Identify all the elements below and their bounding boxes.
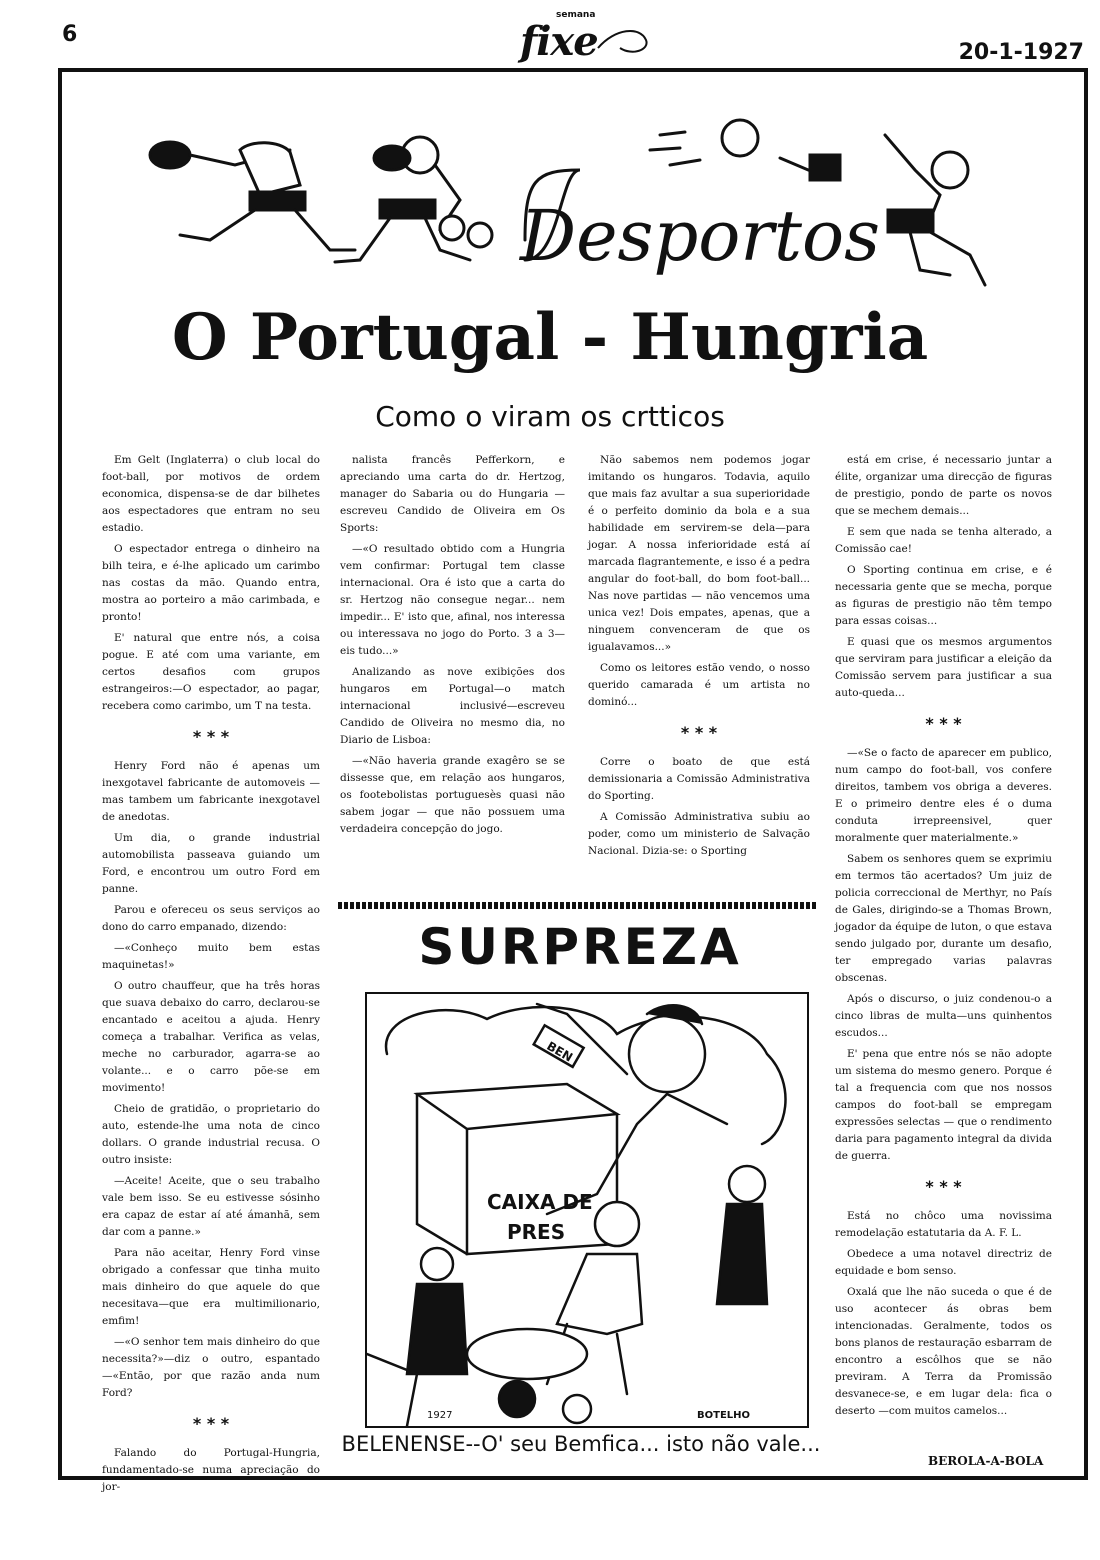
masthead bbox=[520, 8, 660, 65]
box-text-1: CAIXA DE bbox=[487, 1190, 593, 1214]
article-paragraph: nalista francês Pefferkorn, e apreciando uma carta do dr. Hertzog, manager do Sabaria ou do Hungaria —escreveu Candido de Oliveira em Os Sports: bbox=[340, 454, 565, 534]
article-paragraph: O Sporting continua em crise, e é necessaria gente que se mecha, porque as figuras de prestigio não têm tempo para essas coisas... bbox=[835, 564, 1052, 627]
article-paragraph: Está no chôco uma novissima remodelação estatutaria da A. F. L. bbox=[835, 1210, 1052, 1239]
column-4 bbox=[835, 452, 1052, 1424]
cartoon-illustration bbox=[365, 992, 809, 1428]
article-paragraph: Não sabemos nem podemos jogar imitando os hungaros. Todavia, aquilo que mais faz avultar a sua superioridade é o perfeito dominio da bola e a sua habilidade em servirem-se dela—para jogar. A nossa inferioridade está aí marcada flagrantemente, e isso é a pedra angular do foot-ball, do bom foot-ball... Nas nove partidas — não vencemos uma unica vez! Dois empates, apenas, que a ninguem convenceram de que os igualavamos...» bbox=[588, 454, 810, 653]
masthead-logo: fixe bbox=[520, 18, 598, 65]
article-paragraph: —«Conheço muito bem estas maquinetas!» bbox=[102, 942, 320, 971]
column-2 bbox=[340, 452, 565, 842]
article-paragraph: O outro chauffeur, que ha três horas que suava debaixo do carro, declarou-se encantado e aceitou a ajuda. Henry começa a trabalhar. Verifica as velas, meche no carburador, agarra-se ao volante... e o carro põe-se em movimento! bbox=[102, 980, 320, 1094]
article-paragraph: Henry Ford não é apenas um inexgotavel fabricante de automoveis — mas tambem um fabricante inexgotavel de anedotas. bbox=[102, 760, 320, 823]
article-paragraph: está em crise, é necessario juntar a élite, organizar uma direcção de figuras de prestigio, pondo de parte os novos que se mechem demais... bbox=[835, 454, 1052, 517]
article-paragraph: Obedece a uma notavel directriz de equidade e bom senso. bbox=[835, 1248, 1052, 1277]
article-paragraph: Oxalá que lhe não suceda o que é de uso acontecer ás obras bem intencionadas. Geralmente, todos os bons planos de restauração esbarram de encontro a escôlhos que se não previram. A Terra da Promissão desvanece-se, e em lugar dela: fica o deserto —com muitos camelos... bbox=[835, 1286, 1053, 1417]
subheadline: Como o viram os crtticos bbox=[375, 400, 725, 433]
article-paragraph: A Comissão Administrativa subiu ao poder, como um ministerio de Salvação Nacional. Dizia-se: o Sporting bbox=[588, 811, 810, 857]
issue-date: 20-1-1927 bbox=[958, 40, 1084, 65]
article-paragraph: —Aceite! Aceite, que o seu trabalho vale bem isso. Se eu estivesse sósinho era capaz de estar aí até ámanhã, sem dar com a panne.» bbox=[102, 1175, 320, 1238]
article-paragraph: * * * bbox=[925, 1177, 962, 1196]
article-paragraph: E' pena que entre nós se não adopte um sistema do mesmo genero. Porque é tal a frequencia com que nos nossos campos do foot-ball se empregam expressões selectas — que o rendimento daria para pagamento integral da divida de guerra. bbox=[835, 1048, 1052, 1162]
box-text-2: PRES bbox=[507, 1220, 566, 1244]
article-paragraph: O espectador entrega o dinheiro na bilh teira, e é-lhe aplicado um carimbo nas costas da mão. Quando entra, mostra ao porteiro a mão carimbada, e pronto! bbox=[102, 543, 320, 623]
masthead-small: semana bbox=[556, 10, 596, 20]
cartoon-caption: BELENENSE--O' seu Bemfica... isto não vale... bbox=[341, 1432, 821, 1456]
article-paragraph: * * * bbox=[192, 1414, 230, 1433]
article-paragraph: Parou e ofereceu os seus serviços ao dono do carro empanado, dizendo: bbox=[102, 904, 320, 933]
article-paragraph: —«O senhor tem mais dinheiro do que necessita?»—diz o outro, espantado—«Então, por que razão anda num Ford? bbox=[102, 1336, 320, 1399]
article-paragraph: Para não aceitar, Henry Ford vinse obrigado a confessar que tinha muito mais dinheiro do que aquele do que necesitava—que era multimilionario, emfim! bbox=[102, 1247, 320, 1327]
page-number: 6 bbox=[62, 22, 78, 47]
column-1 bbox=[102, 452, 320, 1500]
article-paragraph: Em Gelt (Inglaterra) o club local do foot-ball, por motivos de ordem economica, dispensa-se de dar bilhetes aos espectadores que entram no seu estadio. bbox=[102, 454, 320, 534]
cartoon-year: 1927 bbox=[427, 1410, 453, 1421]
article-paragraph: * * * bbox=[680, 723, 718, 742]
article-paragraph: Após o discurso, o juiz condenou-o a cinco libras de multa—uns quinhentos escudos... bbox=[835, 993, 1052, 1039]
article-paragraph: Um dia, o grande industrial automobilista passeava guiando um Ford, e encontrou um outro Ford em panne. bbox=[102, 832, 320, 895]
article-paragraph: Sabem os senhores quem se exprimiu em termos tão acertados? Um juiz de policia correccional de Merthyr, no País de Gales, dirigindo-se a Thomas Brown, jogador da équipe de luton, o que estava sendo julgado por, durante um desafio, ter empregado varias palavras obscenas. bbox=[835, 853, 1052, 984]
article-paragraph: —«Não haveria grande exagêro se se dissesse que, em relação aos hungaros, os footebolistas portuguesès quasi não sabem jogar — que não possuem uma verdadeira concepção do jogo. bbox=[340, 755, 565, 835]
article-paragraph: E quasi que os mesmos argumentos que serviram para justificar a eleição da Comissão servem para justificar a sua auto-queda... bbox=[835, 636, 1052, 699]
article-paragraph: Falando do Portugal-Hungria, fundamentado-se numa apreciação do jor- bbox=[102, 1447, 320, 1493]
article-paragraph: * * * bbox=[192, 727, 230, 746]
article-paragraph: —«Se o facto de aparecer em publico, num campo do foot-ball, vos confere direitos, tambem vos obriga a deveres. E o primeiro dentre eles é o duma conduta irrepreensivel, quer moralmente quer materialmente.» bbox=[835, 747, 1052, 844]
banner-title: Desportos bbox=[520, 195, 881, 277]
column-signature: BEROLA-A-BOLA bbox=[928, 1454, 1044, 1468]
article-paragraph: Cheio de gratidão, o proprietario do auto, estende-lhe uma nota de cinco dollars. O grande industrial recusa. O outro insiste: bbox=[102, 1103, 320, 1166]
cartoon-artist: BOTELHO bbox=[697, 1410, 751, 1421]
article-paragraph: Analizando as nove exibições dos hungaros em Portugal—o match internacional inclusivé—escreveu Candido de Oliveira no mesmo dia, no Diario de Lisboa: bbox=[340, 666, 565, 746]
article-paragraph: Como os leitores estão vendo, o nosso querido camarada é um artista no dominó... bbox=[588, 662, 810, 708]
cartoon-title: SURPREZA bbox=[418, 918, 742, 976]
article-paragraph: E sem que nada se tenha alterado, a Comissão cae! bbox=[835, 526, 1052, 555]
headline: O Portugal - Hungria bbox=[171, 300, 929, 375]
masthead-flourish bbox=[520, 8, 660, 60]
jersey-text: BEN bbox=[544, 1038, 576, 1065]
article-paragraph: * * * bbox=[925, 714, 962, 733]
column-3 bbox=[588, 452, 810, 864]
article-paragraph: —«O resultado obtido com a Hungria vem confirmar: Portugal tem classe internacional. Ora é isto que a carta do sr. Hertzog não consegue negar... nem impedir... E' isto que, afinal, nos interessa ou interessava no jogo do Porto. 3 a 3—eis tudo...» bbox=[340, 543, 565, 657]
section-divider bbox=[338, 902, 818, 909]
article-paragraph: Corre o boato de que está demissionaria a Comissão Administrativa do Sporting. bbox=[588, 756, 810, 802]
article-paragraph: E' natural que entre nós, a coisa pogue. E até com uma variante, em certos desafios com grupos estrangeiros:—O espectador, ao pagar, recebera como carimbo, um T na testa. bbox=[102, 632, 320, 712]
sports-banner-illustration bbox=[140, 110, 1000, 300]
